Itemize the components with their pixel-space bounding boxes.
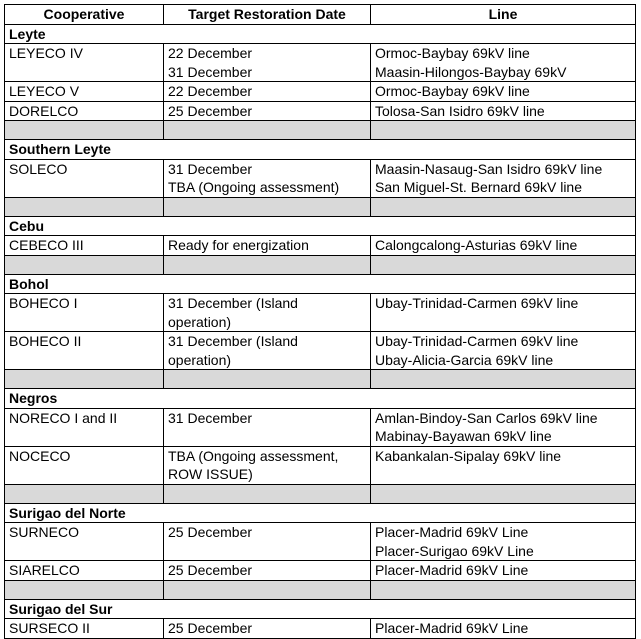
cooperative-cell: SURSECO II (5, 619, 164, 639)
region-heading: Cebu (5, 216, 636, 236)
spacer-cell (371, 370, 636, 389)
spacer-row (5, 197, 636, 216)
cooperative-cell: SOLECO (5, 159, 164, 197)
spacer-cell (5, 121, 164, 140)
target-date-text: 22 December (168, 83, 253, 99)
spacer-cell (371, 197, 636, 216)
table-row (5, 619, 636, 639)
line-text: Placer-Surigao 69kV Line (375, 542, 534, 559)
col-header-cooperative: Cooperative (5, 5, 164, 25)
spacer-cell (164, 484, 371, 503)
line-cell (371, 408, 636, 446)
line-text: Maasin-Hilongos-Baybay 69kV (375, 63, 567, 80)
line-cell (371, 523, 636, 561)
line-cell (371, 332, 636, 370)
region-row (5, 140, 636, 160)
cooperative-cell: BOHECO II (5, 332, 164, 370)
target-date-cell (164, 294, 371, 332)
spacer-row (5, 255, 636, 274)
target-date-cell (164, 446, 371, 484)
spacer-row (5, 484, 636, 503)
spacer-cell (164, 580, 371, 599)
table-row (5, 101, 636, 121)
line-text: Placer-Madrid 69kV Line (375, 620, 529, 636)
line-text: Ubay-Trinidad-Carmen 69kV line (375, 333, 579, 349)
spacer-row (5, 580, 636, 599)
cooperative-cell: CEBECO III (5, 236, 164, 256)
col-header-line: Line (371, 5, 636, 25)
line-text: Calongcalong-Asturias 69kV line (375, 237, 578, 253)
line-cell (371, 294, 636, 332)
restoration-table (4, 4, 636, 639)
region-row (5, 599, 636, 619)
spacer-cell (371, 580, 636, 599)
region-row (5, 24, 636, 44)
target-date-text: operation) (168, 313, 232, 330)
spacer-cell (371, 121, 636, 140)
target-date-text: 31 December (Island (168, 333, 298, 349)
spacer-cell (371, 255, 636, 274)
line-text: Placer-Madrid 69kV Line (375, 562, 529, 578)
region-heading: Negros (5, 389, 636, 409)
target-date-cell (164, 44, 371, 82)
spacer-cell (164, 370, 371, 389)
spacer-cell (164, 255, 371, 274)
line-text: Ubay-Trinidad-Carmen 69kV line (375, 295, 579, 311)
spacer-row (5, 121, 636, 140)
table-row (5, 408, 636, 446)
cooperative-cell: LEYECO V (5, 82, 164, 102)
region-row (5, 216, 636, 236)
target-date-text: Ready for energization (168, 237, 309, 253)
target-date-cell (164, 523, 371, 561)
target-date-cell (164, 236, 371, 256)
table-row (5, 236, 636, 256)
target-date-cell (164, 101, 371, 121)
table-row (5, 332, 636, 370)
table-row (5, 159, 636, 197)
target-date-cell (164, 619, 371, 639)
target-date-text: 31 December (168, 160, 253, 177)
cooperative-cell: SURNECO (5, 523, 164, 561)
line-cell (371, 159, 636, 197)
target-date-text: 22 December (168, 45, 253, 61)
target-date-text: 31 December (Island (168, 295, 298, 311)
target-date-text: 31 December (168, 63, 253, 80)
col-header-target-date: Target Restoration Date (164, 5, 371, 25)
spacer-row (5, 370, 636, 389)
table-body (5, 24, 636, 638)
spacer-cell (5, 255, 164, 274)
target-date-cell (164, 561, 371, 581)
header-row (5, 5, 636, 25)
region-heading: Southern Leyte (5, 140, 636, 160)
region-heading: Bohol (5, 274, 636, 294)
cooperative-cell: NOCECO (5, 446, 164, 484)
target-date-text: ROW ISSUE) (168, 466, 253, 482)
line-text: Kabankalan-Sipalay 69kV line (375, 447, 562, 464)
table-row (5, 294, 636, 332)
line-text: Ubay-Alicia-Garcia 69kV line (375, 351, 554, 368)
line-text: Maasin-Nasaug-San Isidro 69kV line (375, 160, 603, 177)
line-text: Amlan-Bindoy-San Carlos 69kV line (375, 409, 598, 426)
spacer-cell (5, 197, 164, 216)
target-date-text: 25 December (168, 524, 253, 540)
target-date-text: operation) (168, 351, 232, 368)
cooperative-cell: SIARELCO (5, 561, 164, 581)
line-cell (371, 236, 636, 256)
target-date-cell (164, 408, 371, 446)
cooperative-cell: DORELCO (5, 101, 164, 121)
target-date-text: 31 December (168, 409, 253, 426)
cooperative-cell: NORECO I and II (5, 408, 164, 446)
spacer-cell (371, 484, 636, 503)
table-row (5, 82, 636, 102)
line-text: Ormoc-Baybay 69kV line (375, 45, 530, 61)
target-date-text: 25 December (168, 562, 253, 578)
line-text: San Miguel-St. Bernard 69kV line (375, 179, 582, 195)
table-row (5, 44, 636, 82)
line-cell (371, 44, 636, 82)
line-cell (371, 82, 636, 102)
target-date-text: 25 December (168, 620, 253, 636)
line-cell (371, 446, 636, 484)
cooperative-cell: LEYECO IV (5, 44, 164, 82)
target-date-cell (164, 159, 371, 197)
line-cell (371, 101, 636, 121)
region-row (5, 274, 636, 294)
cooperative-cell: BOHECO I (5, 294, 164, 332)
spacer-cell (5, 484, 164, 503)
region-heading: Leyte (5, 24, 636, 44)
line-text: Tolosa-San Isidro 69kV line (375, 102, 545, 119)
spacer-cell (5, 370, 164, 389)
line-cell (371, 561, 636, 581)
target-date-text: TBA (Ongoing assessment, (168, 447, 339, 464)
region-heading: Surigao del Norte (5, 503, 636, 523)
table-row (5, 446, 636, 484)
table-row (5, 523, 636, 561)
line-text: Placer-Madrid 69kV Line (375, 524, 529, 540)
target-date-text: TBA (Ongoing assessment) (168, 179, 340, 195)
line-text: Mabinay-Bayawan 69kV line (375, 428, 552, 444)
line-text: Ormoc-Baybay 69kV line (375, 83, 530, 99)
region-row (5, 503, 636, 523)
target-date-cell (164, 82, 371, 102)
spacer-cell (164, 197, 371, 216)
spacer-cell (164, 121, 371, 140)
table-row (5, 561, 636, 581)
region-heading: Surigao del Sur (5, 599, 636, 619)
region-row (5, 389, 636, 409)
target-date-text: 25 December (168, 102, 253, 119)
target-date-cell (164, 332, 371, 370)
spacer-cell (5, 580, 164, 599)
line-cell (371, 619, 636, 639)
